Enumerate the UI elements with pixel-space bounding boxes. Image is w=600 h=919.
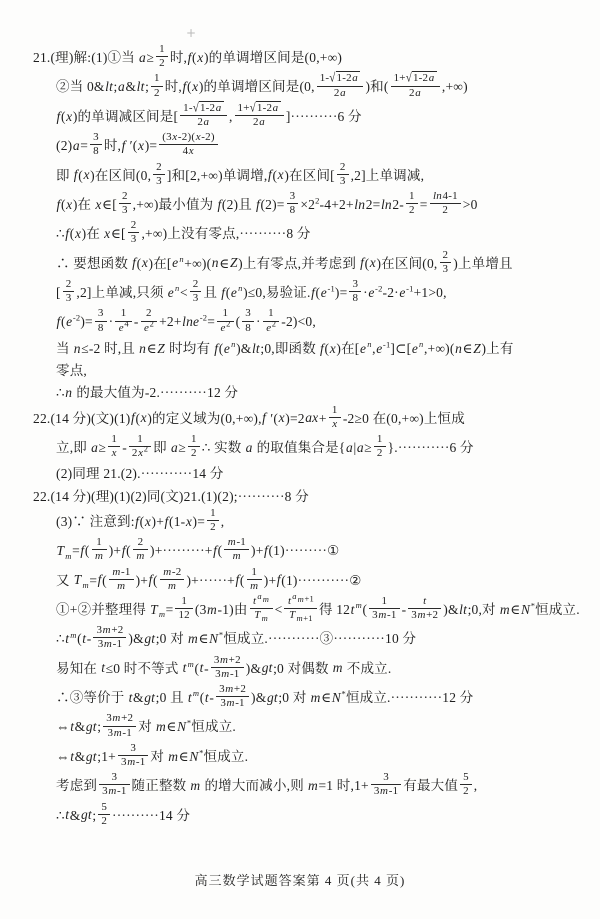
math-line-23: 易知在 t≤0 时不等式 $t^m(t-$ $\frac{3m+2}{3m-1}$ )&gt;0 对偶数 m 不成立. <box>56 653 392 680</box>
math-line-9: [ $\frac{2}{3}$ ,2]上单减,只须 $e^n<$ $\frac{2}{3}$ 且 $f(e^n)\le 0$,易验证$.f(e^{-1})=$ $\frac{3}{8}$ $\cdot e^{-2}-2\cdot e^{-1}+1>0$, <box>56 278 447 305</box>
math-line-4: (2)a= $\frac{3}{8}$ 时,f ′(x)= $\frac{(3x-2)(x-2)}{4x}$ <box>33 133 586 160</box>
math-line-28: ∴t&gt; $\frac{5}{2}$ ··········14 分 <box>56 800 191 827</box>
math-line-1: 21.(理)解:(1)①当 a≥ $\frac{1}{2}$ 时,f(x)的单调增区间是(0,+∞) <box>33 43 343 70</box>
math-line-13: ∴n 的最大值为-2.··········12 分 <box>56 385 239 401</box>
page-footer: 高三数学试题答案第 4 页(共 4 页) <box>194 873 406 888</box>
math-line-16: (2)同理 21.(2).···········14 分 <box>56 466 224 482</box>
solution-lines <box>33 44 586 832</box>
math-line-8: ∴ 要想函数 f(x)在$[e^n+\infty)(n\in Z)$上有零点,并考虑到 f(x)在区间(0, $\frac{2}{3}$ )上单增且 <box>56 248 513 275</box>
math-line-22: $\therefore t^m(t-$ $\frac{3m+2}{3m-1}$ )&gt;0 对 m∈N*恒成立.···········③···········10 分 <box>56 624 417 651</box>
math-line-6: f(x)在 x∈[ $\frac{2}{3}$ ,+∞)最小值为 f(2)且 f(2)= $\frac{3}{8}$ $\times 2^2-4+2+\ln 2=\ln 2-$ $\frac{1}{2}$ = $\frac{\ln 4-1}{2}$ >0 <box>56 189 478 217</box>
math-line-12: 零点, <box>56 363 87 378</box>
math-line-19: $T_m=f$( $\frac{1}{m}$ )+f( $\frac{2}{m}$ )+·········+f( $\frac{m-1}{m}$ )+f(1)·········① <box>56 536 340 563</box>
math-line-2: ②当 0&lt;a&lt; $\frac{1}{2}$ 时,f(x)的单调增区间是(0, $\frac{1-√1-2a}{2a}$ )和( $\frac{1+√1-2a}{2a}$ ,+∞) <box>56 71 468 99</box>
math-line-21: ①+②并整理得 $T_m=$ $\frac{1}{12}$ (3m-1)由 $t^{a_m}$ $T_m$ < $t^{a_{m+1}}$ $T_{m+1}$ 得 $12t^m$( $\frac{1}{3m-1}$ - $\frac{t}{3m+2}$ )&lt;0,对 m∈N*恒成立. <box>56 591 580 624</box>
math-line-18: (3)∵ 注意到:f(x)+f(1-x)= $\frac{1}{2}$ , <box>56 506 225 533</box>
math-line-3: f(x)的单调减区间是[ $\frac{1-√1-2a}{2a}$ , $\frac{1+√1-2a}{2a}$ ]··········6 分 <box>56 100 362 128</box>
math-line-17: 22.(14 分)(理)(1)(2)同(文)21.(1)(2);··········8 分 <box>33 488 309 504</box>
math-line-5: 即 f(x)在区间(0, $\frac{2}{3}$ ]和[2,+∞)单调增,f(x)在区间[ $\frac{2}{3}$ ,2]上单调减, <box>56 160 425 187</box>
math-line-27: 考虑到 $\frac{3}{3m-1}$ 随正整数 m 的增大而减小,则 m=1 时,1+ $\frac{3}{3m-1}$ 有最大值 $\frac{5}{2}$ , <box>56 771 478 798</box>
scan-registration-mark: + <box>186 26 197 40</box>
math-line-14: 22.(14 分)(文)(1)f(x)的定义域为(0,+∞),f ′(x)=2ax+ $\frac{1}{x}$ -2≥0 在(0,+∞)上恒成 <box>33 403 465 430</box>
math-line-20: 又 $T_m=f$( $\frac{m-1}{m}$ )+f( $\frac{m-2}{m}$ )+······+f( $\frac{1}{m}$ )+f(1)···········② <box>56 565 362 592</box>
math-line-24: ∴③等价于 t&gt;0 且 $t^m(t-$ $\frac{3m+2}{3m-1}$ )&gt;0 对 m∈N*恒成立.···········12 分 <box>56 683 474 710</box>
math-line-7: ∴f(x)在 x∈[ $\frac{2}{3}$ ,+∞)上没有零点,··········8 分 <box>56 219 311 246</box>
math-line-26: ⇔t&gt;1+ $\frac{3}{3m-1}$ 对 m∈N*恒成立. <box>56 741 249 768</box>
math-line-11: 当 n≤-2 时,且 n∈Z 时均有 $f(e^n)\&lt;0$,即函数 f(x)在$[e^n,e^{-1}]\subset[e^n,+\infty)(n\in Z)$上有 <box>56 339 514 356</box>
math-line-25: ⇔t&gt; $\frac{3m+2}{3m-1}$ 对 m∈N*恒成立. <box>56 712 236 739</box>
math-line-10: $f(e^{-2})=$ $\frac{3}{8}$ · $\frac{1}{e^4}$ - $\frac{2}{e^2}$ +2+lne$^{-2}$= $\frac{1}{e^2}$ ( $\frac{3}{8}$ · $\frac{1}{e^2}$ -2)<0, <box>56 307 316 334</box>
math-line-15: 立,即 a≥ $\frac{1}{x}$ - $\frac{1}{2x^2}$ 即 a≥ $\frac{1}{2}$ ∴ 实数 a 的取值集合是{a|a≥ $\frac{1}{2}$ }.···········6 分 <box>56 432 474 460</box>
